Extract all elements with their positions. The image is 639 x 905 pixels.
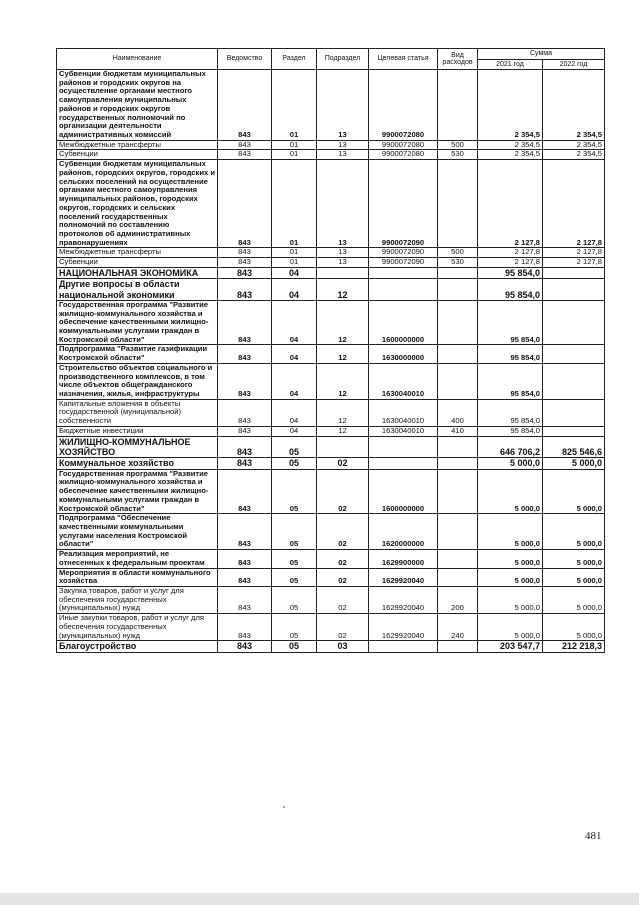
cell-exptype — [438, 279, 478, 301]
cell-2022 — [543, 426, 605, 436]
cell-2022: 2 127,8 — [543, 160, 605, 248]
cell-name: Бюджетные инвестиции — [57, 426, 218, 436]
cell-2022 — [543, 363, 605, 399]
header-target: Целевая статья — [369, 49, 438, 70]
cell-dept: 843 — [218, 469, 272, 514]
cell-dept: 843 — [218, 587, 272, 614]
cell-2021: 5 000,0 — [478, 614, 543, 641]
cell-target: 1629900000 — [369, 550, 438, 568]
cell-dept: 843 — [218, 426, 272, 436]
cell-subsection: 12 — [317, 279, 369, 301]
cell-subsection: 02 — [317, 568, 369, 586]
cell-target — [369, 279, 438, 301]
table-row — [57, 279, 605, 301]
cell-name: Субвенции — [57, 258, 218, 268]
cell-name: ЖИЛИЩНО-КОММУНАЛЬНОЕ ХОЗЯЙСТВО — [57, 436, 218, 458]
cell-2021: 2 354,5 — [478, 150, 543, 160]
cell-dept: 843 — [218, 300, 272, 345]
cell-exptype — [438, 514, 478, 550]
cell-2022 — [543, 300, 605, 345]
table-row — [57, 514, 605, 550]
cell-name: Подпрограмма "Развитие газификации Костромской области" — [57, 345, 218, 363]
table-row — [57, 258, 605, 268]
table-row — [57, 345, 605, 363]
scan-artifact — [283, 806, 285, 808]
cell-2021: 5 000,0 — [478, 458, 543, 469]
cell-name: Строительство объектов социального и производственного комплексов, в том числе объектов общегражданского назначения, жилья, инфраструктуры — [57, 363, 218, 399]
cell-section: 05 — [272, 587, 317, 614]
table-row — [57, 70, 605, 141]
cell-2021: 95 854,0 — [478, 363, 543, 399]
table-row — [57, 426, 605, 436]
table-row — [57, 587, 605, 614]
cell-subsection: 02 — [317, 458, 369, 469]
cell-name: Реализация мероприятий, не отнесенных к федеральным проектам — [57, 550, 218, 568]
table-row — [57, 300, 605, 345]
table-row — [57, 248, 605, 258]
cell-exptype — [438, 70, 478, 141]
cell-2021: 5 000,0 — [478, 550, 543, 568]
cell-section: 05 — [272, 469, 317, 514]
cell-exptype — [438, 436, 478, 458]
cell-subsection: 12 — [317, 363, 369, 399]
cell-dept: 843 — [218, 399, 272, 426]
cell-2022: 2 354,5 — [543, 150, 605, 160]
cell-2021: 2 127,8 — [478, 258, 543, 268]
cell-name: Субвенции бюджетам муниципальных районов, городских округов, городских и сельских поселений на осуществление органами местного самоуправления муниципальных районов, городских округов, городских и сельских поселений государственных полномочий по составлению протоколов об административных правонарушениях — [57, 160, 218, 248]
cell-2022: 825 546,6 — [543, 436, 605, 458]
cell-target — [369, 641, 438, 652]
table-row — [57, 140, 605, 150]
table-row — [57, 458, 605, 469]
cell-2021: 5 000,0 — [478, 514, 543, 550]
cell-section: 01 — [272, 160, 317, 248]
cell-section: 05 — [272, 514, 317, 550]
cell-target: 9900072080 — [369, 140, 438, 150]
cell-dept: 843 — [218, 458, 272, 469]
cell-name: Государственная программа "Развитие жилищно-коммунального хозяйства и обеспечение качественными жилищно-коммунальными услугами граждан в Костромской области" — [57, 300, 218, 345]
cell-section: 04 — [272, 300, 317, 345]
cell-section: 04 — [272, 279, 317, 301]
cell-2021: 5 000,0 — [478, 469, 543, 514]
cell-section: 05 — [272, 641, 317, 652]
cell-subsection — [317, 267, 369, 278]
cell-exptype: 530 — [438, 258, 478, 268]
header-2021: 2021 год — [478, 60, 543, 70]
cell-target: 1630000000 — [369, 345, 438, 363]
cell-name: Другие вопросы в области национальной экономики — [57, 279, 218, 301]
cell-exptype: 240 — [438, 614, 478, 641]
cell-section: 04 — [272, 363, 317, 399]
cell-2022: 5 000,0 — [543, 568, 605, 586]
cell-name: Коммунальное хозяйство — [57, 458, 218, 469]
cell-subsection: 03 — [317, 641, 369, 652]
cell-target: 9900072080 — [369, 150, 438, 160]
cell-exptype: 500 — [438, 248, 478, 258]
cell-exptype — [438, 363, 478, 399]
cell-exptype — [438, 458, 478, 469]
cell-name: Капитальные вложения в объекты государственной (муниципальной) собственности — [57, 399, 218, 426]
cell-exptype: 200 — [438, 587, 478, 614]
cell-2021: 2 354,5 — [478, 140, 543, 150]
cell-section: 01 — [272, 258, 317, 268]
cell-section: 04 — [272, 267, 317, 278]
cell-target: 1629920040 — [369, 587, 438, 614]
cell-subsection: 02 — [317, 614, 369, 641]
cell-dept: 843 — [218, 279, 272, 301]
table-row — [57, 641, 605, 652]
cell-2022: 5 000,0 — [543, 469, 605, 514]
cell-subsection: 02 — [317, 514, 369, 550]
cell-target: 9900072090 — [369, 160, 438, 248]
cell-2021: 95 854,0 — [478, 426, 543, 436]
cell-section: 01 — [272, 70, 317, 141]
cell-dept: 843 — [218, 550, 272, 568]
cell-target: 1630040010 — [369, 426, 438, 436]
cell-dept: 843 — [218, 258, 272, 268]
cell-dept: 843 — [218, 614, 272, 641]
table-row — [57, 267, 605, 278]
table-row — [57, 436, 605, 458]
table-body — [57, 70, 605, 653]
cell-exptype — [438, 550, 478, 568]
cell-target: 1600000000 — [369, 300, 438, 345]
cell-dept: 843 — [218, 70, 272, 141]
cell-dept: 843 — [218, 568, 272, 586]
cell-name: Межбюджетные трансферты — [57, 140, 218, 150]
cell-2021: 2 127,8 — [478, 248, 543, 258]
header-exptype: Вид расходов — [438, 49, 478, 70]
cell-target: 1630040010 — [369, 399, 438, 426]
cell-target: 1600000000 — [369, 469, 438, 514]
cell-2022: 5 000,0 — [543, 587, 605, 614]
header-dept: Ведомство — [218, 49, 272, 70]
table-row — [57, 550, 605, 568]
cell-dept: 843 — [218, 150, 272, 160]
cell-name: НАЦИОНАЛЬНАЯ ЭКОНОМИКА — [57, 267, 218, 278]
cell-subsection: 12 — [317, 399, 369, 426]
cell-name: Межбюджетные трансферты — [57, 248, 218, 258]
cell-name: Подпрограмма "Обеспечение качественными коммунальными услугами населения Костромской области" — [57, 514, 218, 550]
cell-subsection: 02 — [317, 587, 369, 614]
cell-2021: 95 854,0 — [478, 399, 543, 426]
cell-section: 04 — [272, 426, 317, 436]
cell-subsection: 12 — [317, 426, 369, 436]
cell-2021: 2 354,5 — [478, 70, 543, 141]
cell-2021: 5 000,0 — [478, 568, 543, 586]
cell-exptype — [438, 345, 478, 363]
cell-exptype: 530 — [438, 150, 478, 160]
cell-2021: 5 000,0 — [478, 587, 543, 614]
cell-section: 05 — [272, 568, 317, 586]
cell-section: 01 — [272, 248, 317, 258]
cell-section: 01 — [272, 150, 317, 160]
header-sum: Сумма — [478, 49, 605, 60]
cell-dept: 843 — [218, 641, 272, 652]
cell-section: 05 — [272, 458, 317, 469]
header-section: Раздел — [272, 49, 317, 70]
cell-2021: 646 706,2 — [478, 436, 543, 458]
cell-2021: 95 854,0 — [478, 279, 543, 301]
cell-name: Закупка товаров, работ и услуг для обеспечения государственных (муниципальных) нужд — [57, 587, 218, 614]
cell-target: 9900072090 — [369, 248, 438, 258]
cell-subsection: 02 — [317, 550, 369, 568]
cell-target — [369, 267, 438, 278]
cell-dept: 843 — [218, 436, 272, 458]
cell-name: Мероприятия в области коммунального хозяйства — [57, 568, 218, 586]
cell-dept: 843 — [218, 514, 272, 550]
cell-section: 05 — [272, 436, 317, 458]
cell-dept: 843 — [218, 345, 272, 363]
cell-2022 — [543, 345, 605, 363]
cell-exptype: 410 — [438, 426, 478, 436]
cell-subsection: 12 — [317, 300, 369, 345]
cell-subsection: 13 — [317, 160, 369, 248]
cell-dept: 843 — [218, 160, 272, 248]
cell-2022: 5 000,0 — [543, 514, 605, 550]
cell-2022 — [543, 279, 605, 301]
cell-2021: 95 854,0 — [478, 300, 543, 345]
cell-exptype: 400 — [438, 399, 478, 426]
cell-name: Субвенции — [57, 150, 218, 160]
cell-2022: 2 127,8 — [543, 258, 605, 268]
cell-section: 01 — [272, 140, 317, 150]
header-subsection: Подраздел — [317, 49, 369, 70]
cell-2022: 2 127,8 — [543, 248, 605, 258]
cell-2022: 5 000,0 — [543, 614, 605, 641]
header-2022: 2022 год — [543, 60, 605, 70]
cell-target — [369, 458, 438, 469]
cell-target: 1630040010 — [369, 363, 438, 399]
header-name: Наименование — [57, 49, 218, 70]
cell-target: 1629920040 — [369, 568, 438, 586]
cell-section: 05 — [272, 550, 317, 568]
cell-exptype — [438, 568, 478, 586]
cell-dept: 843 — [218, 248, 272, 258]
cell-exptype: 500 — [438, 140, 478, 150]
table-row — [57, 363, 605, 399]
cell-exptype — [438, 469, 478, 514]
cell-name: Иные закупки товаров, работ и услуг для обеспечения государственных (муниципальных) нужд — [57, 614, 218, 641]
cell-2021: 95 854,0 — [478, 267, 543, 278]
cell-target: 9900072090 — [369, 258, 438, 268]
cell-2022: 5 000,0 — [543, 458, 605, 469]
cell-subsection: 13 — [317, 70, 369, 141]
cell-target: 1620000000 — [369, 514, 438, 550]
cell-dept: 843 — [218, 267, 272, 278]
cell-exptype — [438, 641, 478, 652]
cell-exptype — [438, 300, 478, 345]
cell-target: 9900072080 — [369, 70, 438, 141]
cell-target: 1629920040 — [369, 614, 438, 641]
cell-section: 05 — [272, 614, 317, 641]
cell-subsection: 02 — [317, 469, 369, 514]
cell-subsection — [317, 436, 369, 458]
table-row — [57, 568, 605, 586]
table-row — [57, 469, 605, 514]
cell-2022: 2 354,5 — [543, 140, 605, 150]
table-row — [57, 614, 605, 641]
cell-2022: 212 218,3 — [543, 641, 605, 652]
table-row — [57, 399, 605, 426]
table-row — [57, 160, 605, 248]
cell-subsection: 13 — [317, 248, 369, 258]
cell-2022: 5 000,0 — [543, 550, 605, 568]
budget-table — [56, 48, 605, 653]
cell-exptype — [438, 160, 478, 248]
cell-subsection: 13 — [317, 140, 369, 150]
scan-bottom-edge — [0, 893, 639, 905]
cell-exptype — [438, 267, 478, 278]
cell-2021: 2 127,8 — [478, 160, 543, 248]
cell-subsection: 13 — [317, 258, 369, 268]
page-number: 481 — [585, 830, 602, 842]
cell-dept: 843 — [218, 363, 272, 399]
cell-2022: 2 354,5 — [543, 70, 605, 141]
cell-subsection: 13 — [317, 150, 369, 160]
cell-target — [369, 436, 438, 458]
cell-dept: 843 — [218, 140, 272, 150]
cell-2021: 95 854,0 — [478, 345, 543, 363]
cell-subsection: 12 — [317, 345, 369, 363]
cell-name: Государственная программа "Развитие жилищно-коммунального хозяйства и обеспечение качественными жилищно-коммунальными услугами граждан в Костромской области" — [57, 469, 218, 514]
cell-2022 — [543, 267, 605, 278]
cell-2021: 203 547,7 — [478, 641, 543, 652]
cell-section: 04 — [272, 345, 317, 363]
cell-section: 04 — [272, 399, 317, 426]
cell-2022 — [543, 399, 605, 426]
table-row — [57, 150, 605, 160]
cell-name: Субвенции бюджетам муниципальных районов и городских округов на осуществление органами местного самоуправления муниципальных районов и городских округов государственных полномочий по организации деятельности административных комиссий — [57, 70, 218, 141]
cell-name: Благоустройство — [57, 641, 218, 652]
